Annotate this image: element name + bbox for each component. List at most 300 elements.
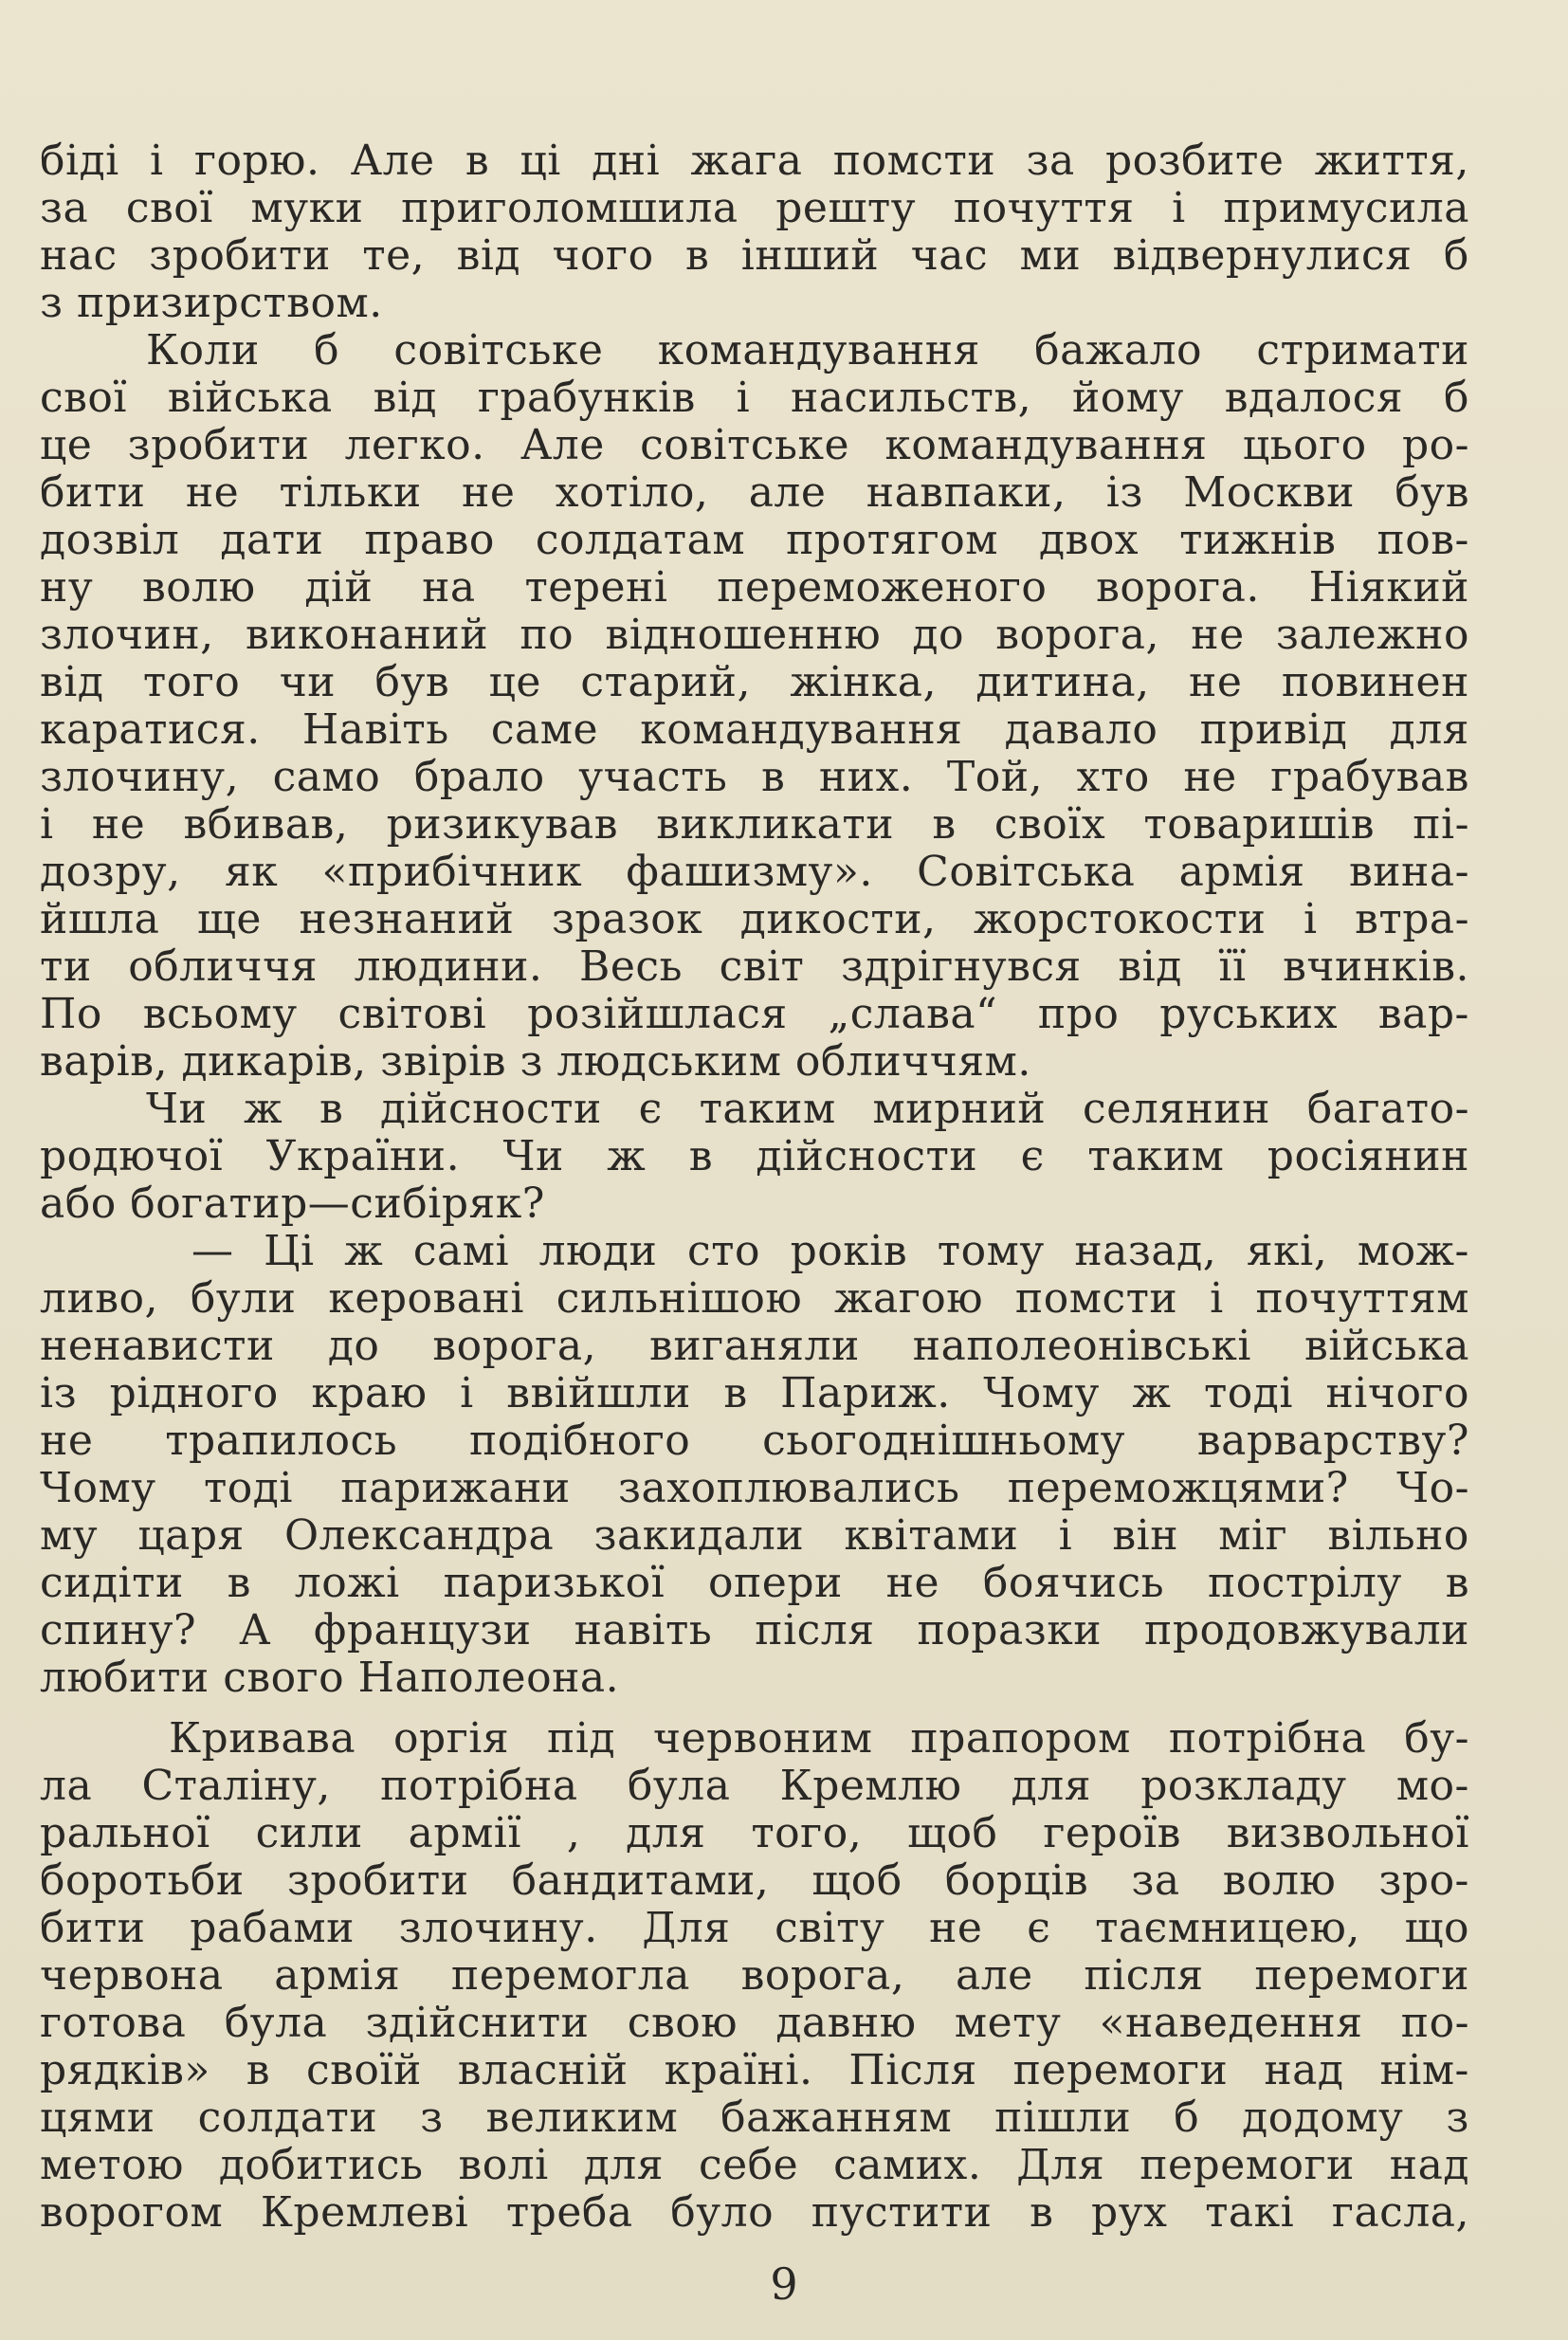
word: ми [1019, 231, 1082, 280]
word: на [422, 563, 476, 612]
word: додому [1242, 2093, 1404, 2142]
word: трапилось [165, 1417, 398, 1465]
word: після [1084, 1951, 1204, 2000]
word: бити [40, 1904, 146, 1952]
page-number: 9 [770, 2258, 798, 2310]
word: того [142, 658, 241, 706]
word: грабував [1270, 753, 1469, 801]
word: перемоги [1140, 2141, 1355, 2189]
word: того, [751, 1809, 863, 1857]
word: командування [884, 421, 1208, 469]
word: визвольної [1226, 1809, 1469, 1857]
word: потрібна [1168, 1714, 1367, 1763]
word: дозру, [40, 848, 181, 896]
word: привід [1199, 705, 1348, 754]
word: для [1011, 1762, 1091, 1810]
word: це [40, 421, 93, 469]
word: них. [818, 753, 914, 801]
word: бандитами, [511, 1856, 770, 1905]
word: в [1030, 2188, 1054, 2237]
text-line [40, 2047, 1469, 2094]
word: вбивав, [183, 800, 349, 849]
word: не [462, 468, 516, 517]
word: армії [408, 1809, 521, 1857]
text-line [40, 2094, 1469, 2142]
word: і [150, 137, 164, 185]
word: сидіти [40, 1559, 184, 1607]
word: ж [244, 1085, 283, 1133]
word: було [670, 2188, 775, 2237]
word: людини. [354, 942, 543, 991]
word: Але [520, 421, 605, 469]
word: таким [1087, 1132, 1225, 1180]
word: легко. [344, 421, 485, 469]
word: самих. [833, 2141, 982, 2189]
word: совітське [640, 421, 850, 469]
word: насильств, [790, 374, 1032, 422]
word: зробити [149, 231, 331, 280]
word: ризикував [386, 800, 619, 849]
word: приголомшила [401, 184, 738, 232]
word: не [91, 800, 146, 849]
word: дій [304, 563, 374, 612]
word: парижани [340, 1464, 571, 1512]
word: і [1058, 1511, 1073, 1560]
text-line: варів, дикарів, звірів з людським обличчям. [40, 1037, 1031, 1086]
word: час [910, 231, 989, 280]
text-line [40, 849, 1469, 896]
word: По [40, 990, 102, 1038]
word: не [185, 468, 240, 517]
word: повинен [1281, 658, 1469, 706]
word: назад, [1074, 1227, 1217, 1275]
word: не [1183, 753, 1237, 801]
text-line [40, 1133, 1469, 1180]
word: Чому [983, 1369, 1100, 1417]
word: пострілу [1207, 1559, 1402, 1607]
word: сильнішою [556, 1274, 803, 1323]
word: примусила [1223, 184, 1469, 232]
word: потрібна [380, 1762, 578, 1810]
text-line [40, 1810, 1469, 1857]
word: залежно [1275, 611, 1469, 659]
word: , [566, 1809, 581, 1857]
word: А [239, 1606, 271, 1654]
word: ворогом [40, 2188, 224, 2237]
word: своїй [306, 2046, 422, 2094]
word: хотіло, [555, 468, 709, 517]
word: по [520, 611, 574, 659]
word: зразок [551, 895, 703, 943]
word: і [1304, 895, 1318, 943]
word: після [755, 1606, 875, 1654]
text-line [40, 801, 1469, 849]
word: чого [552, 231, 654, 280]
word: волю [1222, 1856, 1337, 1905]
word: і [460, 1369, 474, 1417]
text-line [40, 754, 1469, 801]
word: такі [1205, 2188, 1295, 2237]
word: тоді [1203, 1369, 1293, 1417]
word: обличчя [128, 942, 318, 991]
word: дати [220, 516, 324, 564]
word: за [40, 184, 89, 232]
word: власній [457, 2046, 629, 2094]
text-line [40, 1952, 1469, 2000]
word: армія [1178, 848, 1305, 896]
word: в [688, 1132, 713, 1180]
word: за [1026, 137, 1075, 185]
word: рух [1091, 2188, 1168, 2237]
word: переможцями? [1007, 1464, 1349, 1512]
word: до [912, 611, 964, 659]
word: тому [937, 1227, 1045, 1275]
word: Сталіну, [141, 1762, 331, 1810]
word: фашизму». [626, 848, 873, 896]
word: відвернулися [1112, 231, 1413, 280]
word: бажало [1034, 326, 1203, 375]
word: був [374, 658, 450, 706]
text-line: або богатир—сибіряк? [40, 1179, 545, 1228]
word: ворога, [432, 1322, 597, 1370]
word: до [327, 1322, 380, 1370]
word: рядків» [40, 2046, 210, 2094]
word: Ці [264, 1227, 315, 1275]
word: командування [640, 705, 963, 754]
word: дикости, [739, 895, 937, 943]
word: солдатам [535, 516, 746, 564]
text-line [40, 1465, 1469, 1512]
word: виконаний [245, 611, 489, 659]
text-line [40, 517, 1469, 564]
word: пустити [811, 2188, 993, 2237]
word: в [246, 2046, 271, 2094]
word: навпаки, [866, 468, 1067, 517]
word: за [1131, 1856, 1180, 1905]
word: Коли [146, 326, 260, 375]
word: давало [1004, 705, 1158, 754]
word: із [1105, 468, 1143, 517]
word: каратися. [40, 705, 261, 754]
word: вчинків. [1283, 942, 1469, 991]
word: відношенню [605, 611, 882, 659]
word: для [1389, 705, 1469, 754]
word: ці [520, 137, 561, 185]
word: навіть [574, 1606, 713, 1654]
word: б [314, 326, 340, 375]
word: помсти [832, 137, 996, 185]
word: себе [698, 2141, 799, 2189]
word: що [1404, 1904, 1469, 1952]
word: світові [337, 990, 487, 1038]
word: ро- [1401, 421, 1469, 469]
word: Совітська [917, 848, 1136, 896]
word: злочину, [40, 753, 240, 801]
word: дозвіл [40, 516, 180, 564]
word: боячись [982, 1559, 1165, 1607]
word: волю [142, 563, 256, 612]
word: пов- [1377, 516, 1469, 564]
text-line [40, 469, 1469, 517]
word: брало [413, 753, 545, 801]
word: є [638, 1085, 663, 1133]
text-line: любити свого Наполеона. [40, 1654, 620, 1702]
word: щоб [811, 1856, 903, 1905]
text-line [40, 1086, 1469, 1133]
word: хто [1076, 753, 1150, 801]
word: від [40, 658, 104, 706]
word: здрігнувся [840, 942, 1082, 991]
word: розбите [1105, 137, 1285, 185]
word: нічого [1325, 1369, 1469, 1417]
word: бу- [1404, 1714, 1469, 1763]
word: совітське [393, 326, 604, 375]
word: поразки [917, 1606, 1103, 1654]
word: те, [362, 231, 426, 280]
word: наполеонівські [912, 1322, 1251, 1370]
text-line [40, 1560, 1469, 1607]
word: і [1210, 1274, 1224, 1323]
word: закидали [593, 1511, 805, 1560]
word: із [40, 1369, 78, 1417]
word: вільно [1327, 1511, 1469, 1560]
text-line [40, 991, 1469, 1038]
text-line [40, 564, 1469, 612]
word: мож- [1357, 1227, 1469, 1275]
word: ворога. [1096, 563, 1260, 612]
word: була [627, 1762, 731, 1810]
word: спину? [40, 1606, 197, 1654]
word: ненависти [40, 1322, 275, 1370]
word: Чо- [1396, 1464, 1469, 1512]
word: Ніякий [1308, 563, 1469, 612]
word: в [760, 753, 786, 801]
word: му [40, 1511, 99, 1560]
word: паризької [443, 1559, 665, 1607]
word: ложі [294, 1559, 400, 1607]
text-line [40, 1512, 1469, 1560]
word: ще [196, 895, 262, 943]
word: був [1395, 468, 1469, 517]
word: війська [167, 374, 333, 422]
word: Для [1016, 2141, 1105, 2189]
text-line [40, 1275, 1469, 1323]
word: Чи [502, 1132, 564, 1180]
word: б [1174, 2093, 1200, 2142]
word: помсти [1014, 1274, 1178, 1323]
word: чи [279, 658, 337, 706]
word: міг [1218, 1511, 1288, 1560]
word: рабами [190, 1904, 355, 1952]
word: тижнів [1179, 516, 1337, 564]
word: росіянин [1267, 1132, 1469, 1180]
word: горю. [193, 137, 320, 185]
body-text [40, 137, 1469, 2237]
word: рідного [109, 1369, 279, 1417]
word: Чи [146, 1085, 208, 1133]
word: «прибічник [321, 848, 583, 896]
word: але [956, 1951, 1033, 2000]
word: розійшлася [527, 990, 788, 1038]
text-line [40, 375, 1469, 422]
word: не [1191, 611, 1245, 659]
text-line [40, 943, 1469, 991]
word: які, [1246, 1227, 1328, 1275]
word: саме [490, 705, 599, 754]
word: цього [1242, 421, 1367, 469]
word: героїв [1043, 1809, 1181, 1857]
word: „слава“ [828, 990, 998, 1038]
text-line [40, 327, 1469, 375]
text-line [40, 1228, 1469, 1275]
word: біді [40, 137, 119, 185]
word: і [736, 374, 751, 422]
word: перемоги [1254, 1951, 1469, 2000]
word: самі [412, 1227, 510, 1275]
word: не [885, 1559, 940, 1607]
word: ж [1132, 1369, 1172, 1417]
word: великим [485, 2093, 679, 2142]
word: жорстокости [974, 895, 1267, 943]
word: в [685, 231, 710, 280]
word: Для [642, 1904, 731, 1952]
word: — [191, 1227, 234, 1275]
word: старий, [580, 658, 751, 706]
word: життя, [1314, 137, 1469, 185]
word: ж [344, 1227, 384, 1275]
text-line [40, 1323, 1469, 1370]
word: само [272, 753, 381, 801]
word: армія [274, 1951, 401, 2000]
word: мо- [1395, 1762, 1469, 1810]
word: перемогла [450, 1951, 690, 2000]
text-line [40, 2142, 1469, 2189]
word: здійснити [365, 1999, 590, 2047]
word: бити [40, 468, 146, 517]
word: для [583, 2141, 664, 2189]
text-line [40, 137, 1469, 185]
text-line [40, 659, 1469, 706]
word: війська [1304, 1322, 1469, 1370]
text-line [40, 1857, 1469, 1905]
word: не [929, 1904, 983, 1952]
word: подібного [468, 1417, 691, 1465]
text-line [40, 612, 1469, 659]
word: опери [707, 1559, 843, 1607]
word: Кремлю [779, 1762, 962, 1810]
word: боротьби [40, 1856, 245, 1905]
word: в [465, 137, 490, 185]
word: треба [505, 2188, 633, 2237]
word: Чому [40, 1464, 156, 1512]
word: про [1037, 990, 1120, 1038]
word: французи [313, 1606, 532, 1654]
word: з [420, 2093, 444, 2142]
word: жага [690, 137, 803, 185]
word: добитись [218, 2141, 424, 2189]
word: Той, [946, 753, 1044, 801]
word: і [1172, 184, 1186, 232]
text-line [40, 422, 1469, 469]
text-line: з призирством. [40, 279, 383, 327]
word: метою [40, 2141, 184, 2189]
word: дні [592, 137, 661, 185]
word: гасла, [1331, 2188, 1469, 2237]
word: родючої [40, 1132, 224, 1180]
word: таємницею, [1095, 1904, 1360, 1952]
word: з [1446, 2093, 1469, 2142]
word: давню [775, 1999, 917, 2047]
text-line [40, 706, 1469, 754]
text-line [40, 232, 1469, 280]
word: цями [40, 2093, 155, 2142]
word: всьому [142, 990, 298, 1038]
word: варварству? [1196, 1417, 1469, 1465]
word: від [456, 231, 521, 280]
word: вина- [1348, 848, 1469, 896]
word: в [319, 1085, 344, 1133]
word: жагою [834, 1274, 984, 1323]
word: грабунків [477, 374, 696, 422]
word: червона [40, 1951, 224, 2000]
text-line [40, 1763, 1469, 1810]
word: над [1264, 2046, 1344, 2094]
word: таким [699, 1085, 836, 1133]
word: щоб [907, 1809, 998, 1857]
word: є [1020, 1132, 1045, 1180]
word: Навіть [301, 705, 449, 754]
word: зробити [286, 1856, 469, 1905]
word: двох [1038, 516, 1140, 564]
word: і [40, 800, 54, 849]
word: солдати [197, 2093, 378, 2142]
word: років [790, 1227, 908, 1275]
word: дитина, [975, 658, 1150, 706]
word: почуття [953, 184, 1135, 232]
word: борців [944, 1856, 1089, 1905]
word: в [227, 1559, 251, 1607]
word: в [723, 1369, 748, 1417]
word: її [1218, 942, 1247, 991]
word: країні. [664, 2046, 813, 2094]
word: ворога, [995, 611, 1159, 659]
word: викликати [656, 800, 895, 849]
word: нім- [1379, 2046, 1469, 2094]
word: не [1189, 658, 1243, 706]
word: руських [1159, 990, 1339, 1038]
word: не [40, 1417, 94, 1465]
word: терені [524, 563, 668, 612]
word: ральної [40, 1809, 210, 1857]
word: керовані [328, 1274, 524, 1323]
word: вдалося [1224, 374, 1404, 422]
word: ливо, [40, 1274, 159, 1323]
text-line [40, 185, 1469, 232]
word: виганяли [649, 1322, 860, 1370]
text-line [40, 1417, 1469, 1465]
word: зробити [127, 421, 310, 469]
word: розкладу [1140, 1762, 1347, 1810]
word: пі- [1413, 800, 1469, 849]
word: йшла [40, 895, 160, 943]
word: як [224, 848, 279, 896]
word: але [748, 468, 827, 517]
word: стримати [1256, 326, 1469, 375]
word: продовжували [1144, 1606, 1469, 1654]
word: втра- [1355, 895, 1469, 943]
word: вар- [1377, 990, 1469, 1038]
word: волі [458, 2141, 549, 2189]
